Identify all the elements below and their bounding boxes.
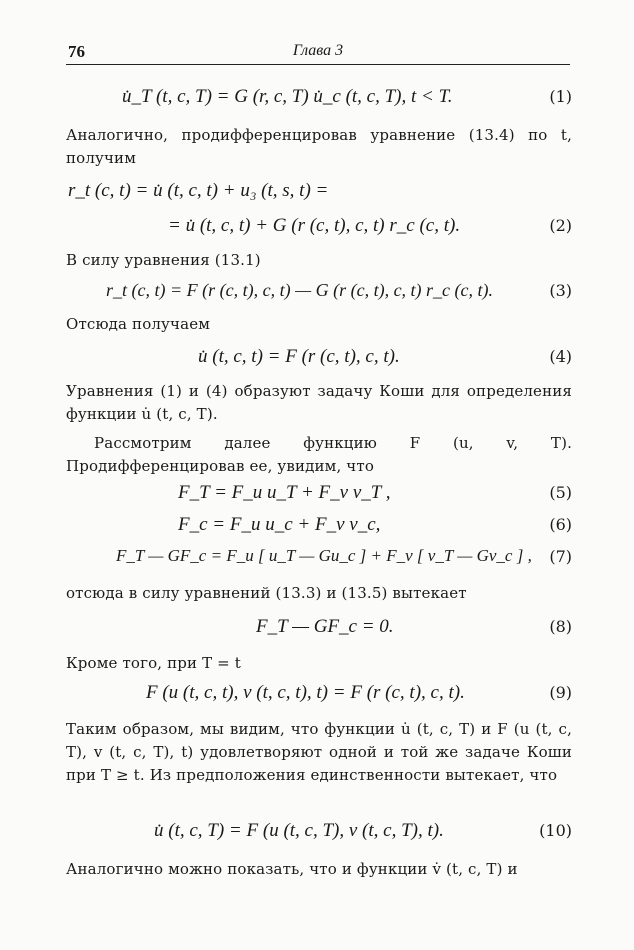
equation-2b-formula: = u̇ (t, c, t) + G (r (c, t), c, t) r_c (c, t). xyxy=(168,215,461,236)
equation-6 xyxy=(66,514,572,542)
equation-5-number: (5) xyxy=(549,483,572,502)
paragraph-1: Аналогично, продифференцировав уравнение (13.4) по t, получим xyxy=(66,126,572,167)
paragraph-9: Аналогично можно показать, что и функции v̇ (t, c, T) и xyxy=(66,860,518,878)
page-number: 76 xyxy=(68,42,85,61)
paragraph-5: Рассмотрим далее функцию F (u, v, T). Продифференцировав ее, увидим, что xyxy=(66,434,572,475)
equation-5-formula: F_T = F_u u_T + F_v v_T , xyxy=(178,482,391,503)
equation-6-formula: F_c = F_u u_c + F_v v_c, xyxy=(178,514,381,535)
equation-9-formula: F (u (t, c, t), v (t, c, t), t) = F (r (c, t), c, t). xyxy=(146,682,465,703)
equation-5 xyxy=(66,482,572,510)
equation-8-formula: F_T — GF_c = 0. xyxy=(256,616,394,637)
equation-7 xyxy=(66,546,572,574)
equation-2a-formula: r_t (c, t) = u̇ (t, c, t) + u₃ (t, s, t) = xyxy=(68,180,329,201)
equation-7-formula: F_T — GF_c = F_u [ u_T — Gu_c ] + F_v [ v_T — Gv_c ] , xyxy=(116,546,532,565)
equation-1-number: (1) xyxy=(549,87,572,106)
page-header xyxy=(68,38,568,64)
equation-2b-number: (2) xyxy=(549,216,572,235)
equation-4-formula: u̇ (t, c, t) = F (r (c, t), c, t). xyxy=(198,346,400,367)
equation-9 xyxy=(66,682,572,710)
equation-1-formula: u̇_T (t, c, T) = G (r, c, T) u̇_c (t, c, T), t < T. xyxy=(122,86,453,107)
equation-3 xyxy=(66,280,572,308)
equation-10-formula: u̇ (t, c, T) = F (u (t, c, T), v (t, c, T), t). xyxy=(154,820,444,841)
paragraph-6: отсюда в силу уравнений (13.3) и (13.5) вытекает xyxy=(66,584,467,602)
equation-8-number: (8) xyxy=(549,617,572,636)
equation-10-number: (10) xyxy=(539,821,572,840)
equation-3-formula: r_t (c, t) = F (r (c, t), c, t) — G (r (c, t), c, t) r_c (c, t). xyxy=(106,280,494,300)
equation-1 xyxy=(66,86,572,114)
equation-4-number: (4) xyxy=(549,347,572,366)
chapter-title: Глава 3 xyxy=(292,42,344,59)
equation-3-number: (3) xyxy=(549,281,572,300)
header-rule xyxy=(66,64,570,65)
paragraph-2: В силу уравнения (13.1) xyxy=(66,251,261,269)
paragraph-8: Таким образом, мы видим, что функции u̇ (t, c, T) и F (u (t, c, T), v (t, c, T), t) удовлетворяют одной и той же задаче Коши при T ≥ t. Из предположения единственности вытекает, что xyxy=(66,720,572,784)
paragraph-3: Отсюда получаем xyxy=(66,315,211,333)
equation-2a xyxy=(66,180,572,208)
equation-10 xyxy=(66,820,572,848)
equation-9-number: (9) xyxy=(549,683,572,702)
paragraph-4: Уравнения (1) и (4) образуют задачу Коши для определения функции u̇ (t, c, T). xyxy=(66,382,572,423)
equation-8 xyxy=(66,616,572,644)
paragraph-7: Кроме того, при T = t xyxy=(66,654,241,672)
equation-6-number: (6) xyxy=(549,515,572,534)
equation-4 xyxy=(66,346,572,374)
equation-7-number: (7) xyxy=(549,547,572,566)
equation-2b xyxy=(66,215,572,243)
